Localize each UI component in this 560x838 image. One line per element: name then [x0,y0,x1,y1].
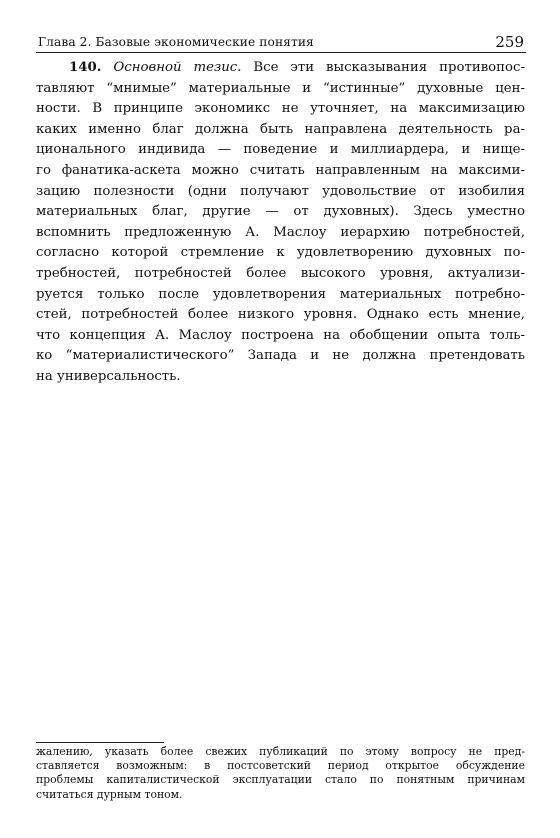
paragraph-line: требностей, потребностей более высокого уровня, актуализи- [36,265,525,281]
header-rule [36,52,526,53]
paragraph-number: 140. [69,60,102,75]
paragraph-line: вспомнить предложенную А. Маслоу иерархию потребностей, [36,224,525,240]
footnote [36,745,525,802]
paragraph-title: Основной тезис. [113,60,242,75]
page-number: 259 [495,33,524,51]
paragraph-line: каких именно благ должна быть направлена деятельность ра- [36,121,525,137]
paragraph-line: ко “материалистического” Запада и не должна претендовать [36,348,525,364]
chapter-title: Глава 2. Базовые экономические понятия [38,35,314,49]
paragraph-line: го фанатика-аскета можно считать направленным на максими- [36,162,525,178]
paragraph-line: ности. В принципе экономикс не уточняет, на максимизацию [36,101,525,117]
paragraph-line: согласно которой стремление к удовлетворению духовных по- [36,245,525,261]
footnote-rule [36,742,164,743]
paragraph-line: что концепция А. Маслоу построена на обобщении опыта толь- [36,327,525,343]
paragraph-line [36,58,525,79]
paragraph-line: тавляют “мнимые” материальные и “истинные” духовные цен- [36,80,525,96]
paragraph-line: ционального индивида — поведение и миллиардера, и нище- [36,142,525,158]
paragraph-line: материальных благ, другие — от духовных). Здесь уместно [36,204,525,220]
paragraph-line: на универсальность. [36,368,181,384]
paragraph-line: зацию полезности (одни получают удовольствие от изобилия [36,183,525,199]
main-paragraph [36,58,525,388]
footnote-line: ставляется возможным: в постсоветский период открытое обсуждение [36,759,525,773]
paragraph-line: руется только после удовлетворения материальных потребно- [36,286,525,302]
footnote-line: считаться дурным тоном. [36,787,183,801]
paragraph-line-text: Все эти высказывания противопос- [253,60,525,75]
paragraph-line: стей, потребностей более низкого уровня. Однако есть мнение, [36,307,525,323]
footnote-line: проблемы капиталистической эксплуатации стало по понятным причинам [36,773,525,787]
footnote-line: жалению, указать более свежих публикаций по этому вопросу не пред- [36,745,525,758]
